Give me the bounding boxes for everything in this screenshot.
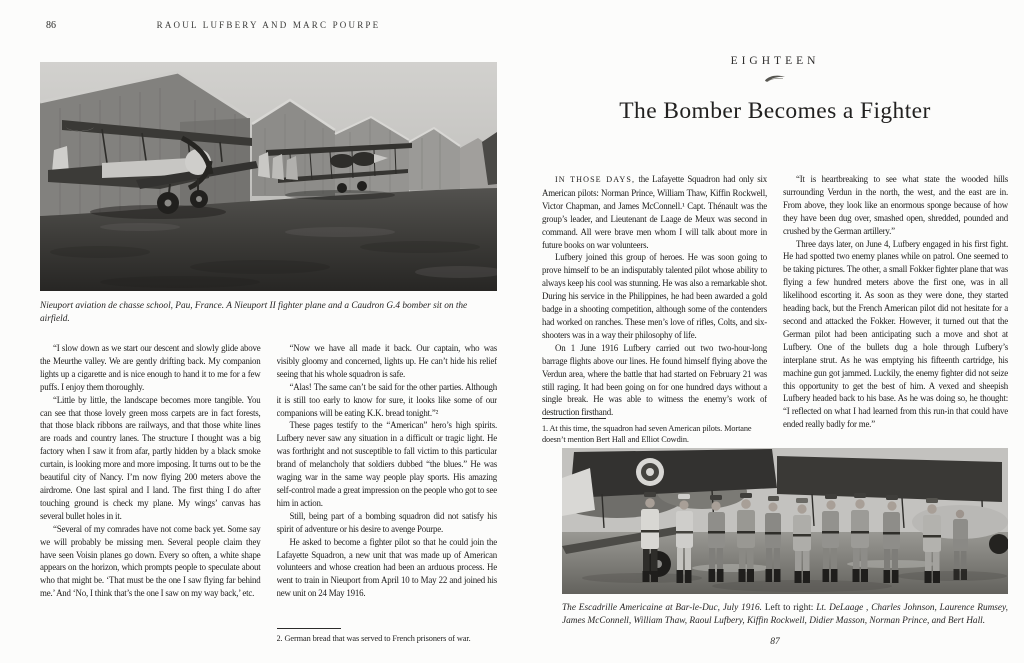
paragraph: He asked to become a fighter pilot so that he could join the Lafayette Squadron, a new unit that was made up of American volunteers and whose creation had been an arduous process. He went to train in Nieuport from April 10 to May 22 and joined his new unit on 24 May 1916. <box>276 536 497 599</box>
chapter-number: EIGHTEEN <box>730 55 820 67</box>
photo-caption-right: The Escadrille Americaine at Bar-le-Duc, July 1916. Left to right: Lt. DeLaage , Charles Johnson, Laurence Rumsey, James McConnell, William Thaw, Raoul Lufbery, Kiffin Rockwell, Didier Masson, Norman Prince, and Bert Hall. <box>562 603 1008 626</box>
page-86-column-1 <box>40 342 261 644</box>
page-87-column-2 <box>783 173 1008 445</box>
folio-right: 87 <box>770 637 780 647</box>
page-86-header <box>40 20 497 36</box>
paragraph: Three days later, on June 4, Lufbery engaged in his first fight. He had spotted two enemy planes while on patrol. One seemed to be taking pictures. The other, a small Fokker fighter plane that was flying a few hundred meters above the first one, was in all likelihood escorting it. As soon as they were done, they started heading back, but the French American pilot did not hesitate for a second and attacked the Fokker. However, it turned out that the German pilot had been anticipating such a move and shot at Lufbery. One of the bullets dug a hole through Lufbery’s interplane strut. As he was emptying his fifteenth cartridge, his machine gun got jammed. Luckily, the enemy fighter did not seize this opportunity to get the best of him. A vexed and sheepish Lufbery headed back to his base. As he was doing so, he thought: “I reflected on what I had learned from this run-in that could have ended really badly for me.” <box>783 238 1008 430</box>
page-86-text <box>40 342 497 644</box>
paragraph: These pages testify to the “American” hero’s high spirits. Lufbery never saw any situation in a difficult or tragic light. He was forthright and not susceptible to fall victim to this particular brand of melancholy that soldiers dubbed “the blues.” He was waging war in the same way people play sports. His amazing self-control made a great impression on the people who got to see him in action. <box>276 420 497 508</box>
page-86 <box>40 20 497 644</box>
paragraph: “I slow down as we start our descent and slowly glide above the Meurthe valley. We are gently drifting back. My companion lights up a cigarette and is nice enough to hand it to me for a few puffs. I enjoy them thoroughly. <box>40 343 261 392</box>
paragraph: On 1 June 1916 Lufbery carried out two two-hour-long barrage flights above our lines. He found himself flying above the Verdun area, where the battle that had started on February 21 was still raging. It had been going on for one hundred days without a single break. He was able to witness the enemy’s work of destruction firsthand. <box>542 342 767 418</box>
paragraph: “Now we have all made it back. Our captain, who was visibly gloomy and concerned, lights up. He can’t hide his relief seeing that his whole squadron is safe. <box>276 343 497 379</box>
page-87-column-1 <box>542 173 767 445</box>
paragraph: Lufbery joined this group of heroes. He was soon going to prove himself to be an indisputably talented pilot whose ability to always keep his cool was stunning. He was also a remarkable shot. During his service in the Philippines, he had been awarded a gold badge in a shooting competition, although some of the contenders had worked on ranches. These men’s love of rifles, Colts, and six-shooters was in a way their philosophy of life. <box>542 252 767 340</box>
chapter-opening-phrase: IN THOSE DAYS, <box>555 175 636 184</box>
page-87 <box>542 55 1008 647</box>
paragraph: “It is heartbreaking to see what state the wooded hills surrounding Verdun in the north, the west, and the east are in. From above, they look like an enormous sponge because of how they have been dug over, smashed open, shredded, pounded and crushed by the German artillery.” <box>783 174 1008 236</box>
running-head: RAOUL LUFBERY AND MARC POURPE <box>156 20 381 30</box>
footnote-2: 2. German bread that was served to French prisoners of war. <box>277 628 498 644</box>
photo-caption-left: Nieuport aviation de chasse school, Pau, France. A Nieuport II fighter plane and a Caudron G.4 bomber sit on the airfield. <box>40 301 468 324</box>
folio-left: 86 <box>46 20 56 31</box>
chapter-title: The Bomber Becomes a Fighter <box>619 98 931 124</box>
page-87-text <box>542 173 1008 445</box>
footnote-rule <box>542 418 606 419</box>
paragraph: Still, being part of a bombing squadron did not satisfy his spirit of adventure or his desire to avenge Pourpe. <box>276 510 497 534</box>
paragraph: “Several of my comrades have not come back yet. Some say we will probably be missing men. Several people claim they have seen Voisin planes go down. Every so often, a white shape appears on the horizon, which prompts people to speculate about who that might be. ‘That must be the one I saw flying far behind me.’ And ‘No, I think that’s the one I saw on my way back,’ etc. <box>40 523 261 599</box>
paragraph: “Alas! The same can’t be said for the other parties. Although it is still too early to know for sure, it looks like some of our companions will be eating K.K. bread tonight.”² <box>276 381 497 418</box>
footnote-rule <box>277 628 341 629</box>
footnote-1: 1. At this time, the squadron had seven American pilots. Mortane doesn’t mention Bert Hall and Elliot Cowdin. <box>542 418 767 445</box>
chapter-ornament-icon <box>542 70 1008 83</box>
paragraph: IN THOSE DAYS, the Lafayette Squadron had only six American pilots: Norman Prince, William Thaw, Kiffin Rockwell, Victor Chapman, and James McConnell.¹ Capt. Thénault was the group’s leader, and Lieutenant de Laage de Meux was second in command. All were brave men whom I will talk about more in future books on war volunteers. <box>542 174 767 250</box>
squadron-group-photo <box>562 448 1008 594</box>
airfield-photo <box>40 62 497 291</box>
paragraph: “Little by little, the landscape becomes more tangible. You can see that those lovely green moss carpets are in fact forests, that those black ribbons are railways, and that those white lines are roads and country lanes. The structure I thought was a big factory when I saw it from afar, partly hidden by a black smoke curtain, is looking more and more imposing. It turns out to be the beautiful city of Nancy. I’m now flying 200 meters above the airdrome. One last spiral and I land. The first thing I do after touching ground is check my plane. My wings’ canvas has several bullet holes in it. <box>40 394 261 521</box>
page-86-column-2 <box>277 342 498 644</box>
